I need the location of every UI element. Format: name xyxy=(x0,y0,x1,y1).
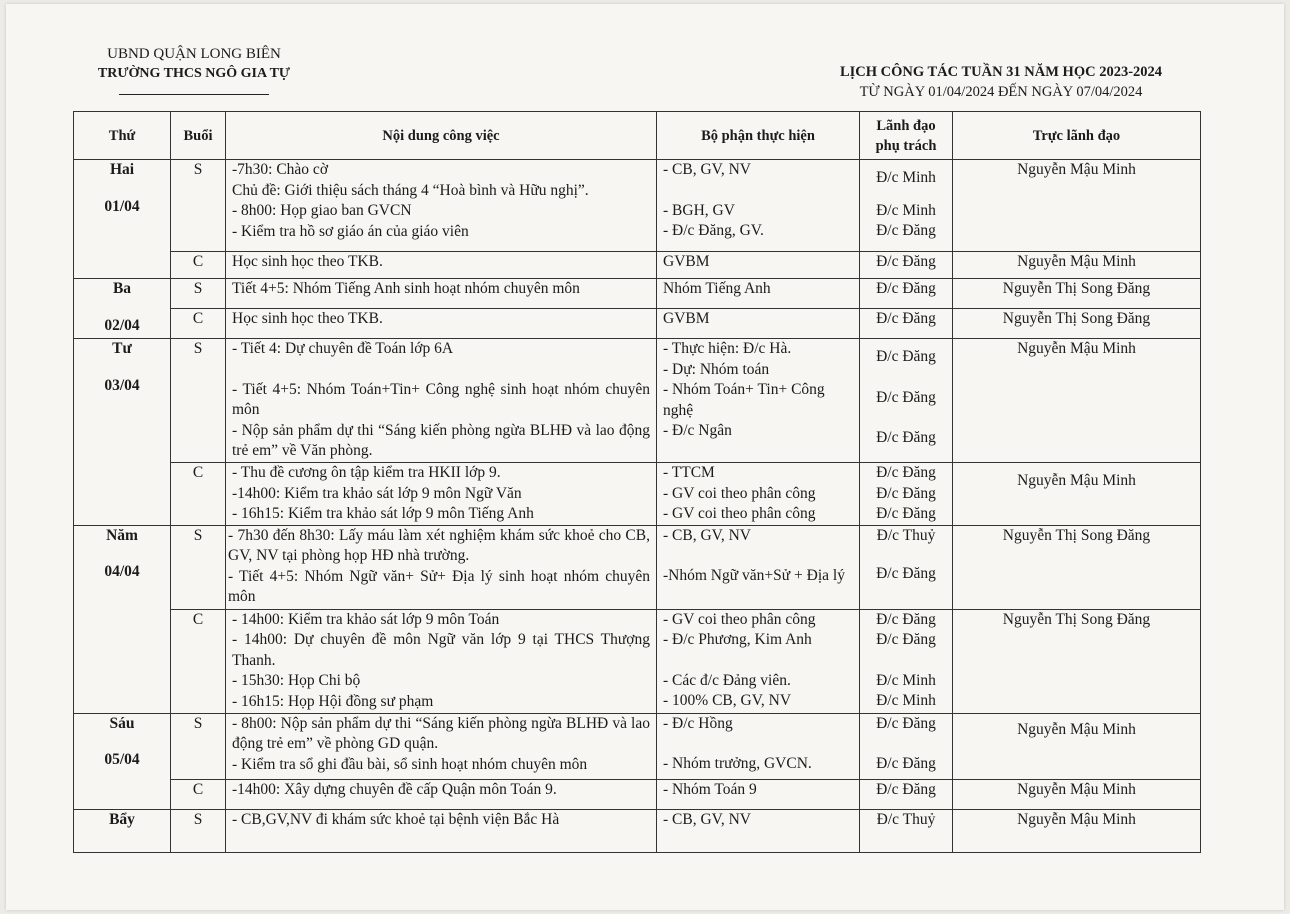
document-date-range: TỪ NGÀY 01/04/2024 ĐẾN NGÀY 07/04/2024 xyxy=(859,84,1143,100)
session-cell: C xyxy=(171,252,226,279)
table-row xyxy=(74,252,1201,279)
day-cell-sau xyxy=(74,713,171,809)
col-header-bo-phan: Bộ phận thực hiện xyxy=(657,112,860,160)
content-line: - 8h00: Họp giao ban GVCN xyxy=(232,202,412,219)
dept-cell xyxy=(657,525,860,609)
document-title: LỊCH CÔNG TÁC TUẦN 31 NĂM HỌC 2023-2024 xyxy=(839,64,1163,80)
dept-line: - Đ/c Phương, Kim Anh xyxy=(663,631,812,648)
day-date: 04/04 xyxy=(104,563,140,580)
day-cell-nam xyxy=(74,525,171,713)
dept-line: -Nhóm Ngữ văn+Sử + Địa lý xyxy=(663,567,845,584)
content-cell xyxy=(226,609,657,713)
duty-cell: Nguyễn Mậu Minh xyxy=(953,339,1201,463)
content-line: - CB,GV,NV đi khám sức khoẻ tại bệnh viện Bắc Hà xyxy=(232,810,560,828)
content-line: - 14h00: Kiểm tra khảo sát lớp 9 môn Toán xyxy=(232,610,500,628)
content-cell xyxy=(226,713,657,779)
day-cell-bay xyxy=(74,809,171,852)
dept-cell xyxy=(657,252,860,279)
content-line: - Kiểm tra hồ sơ giáo án của giáo viên xyxy=(232,222,469,240)
table-row xyxy=(74,279,1201,309)
lead-line: Đ/c Đăng xyxy=(876,429,936,446)
day-date: 05/04 xyxy=(104,751,140,768)
lead-line: Đ/c Minh xyxy=(876,201,936,219)
day-name: Bẩy xyxy=(109,810,135,828)
lead-line: Đ/c Đăng xyxy=(876,222,936,239)
lead-line: Đ/c Đăng xyxy=(876,464,936,481)
day-cell-hai xyxy=(74,160,171,279)
col-header-noi-dung: Nội dung công việc xyxy=(226,112,657,160)
document-title-block xyxy=(796,62,1206,102)
content-line: Học sinh học theo TKB. xyxy=(232,310,383,327)
table-row xyxy=(74,309,1201,339)
content-line: -14h00: Kiểm tra khảo sát lớp 9 môn Ngữ Văn xyxy=(232,484,522,502)
dept-line: - Đ/c Đăng, GV. xyxy=(663,222,764,239)
dept-line: - Thực hiện: Đ/c Hà. xyxy=(663,340,792,357)
table-row xyxy=(74,609,1201,713)
lead-cell xyxy=(860,809,953,852)
day-name: Tư xyxy=(112,340,132,357)
school-name: TRƯỜNG THCS NGÔ GIA TỰ xyxy=(97,66,291,81)
col-header-thu: Thứ xyxy=(74,112,171,160)
lead-line: Đ/c Đăng xyxy=(876,714,936,732)
content-line: - 8h00: Nộp sản phẩm dự thi “Sáng kiến phòng ngừa BLHĐ và lao động trẻ em” về phòng GD quận. xyxy=(232,714,650,752)
table-header-row xyxy=(74,112,1201,160)
content-line: Học sinh học theo TKB. xyxy=(232,253,383,270)
dept-line: - CB, GV, NV xyxy=(663,810,751,828)
dept-line: - Dự: Nhóm toán xyxy=(663,360,770,378)
session-cell: S xyxy=(171,713,226,779)
content-line: - Tiết 4+5: Nhóm Toán+Tin+ Công nghệ sinh hoạt nhóm chuyên môn xyxy=(232,380,650,418)
content-line: -14h00: Xây dựng chuyên đề cấp Quận môn Toán 9. xyxy=(232,780,557,798)
lead-cell xyxy=(860,339,953,463)
dept-line: - BGH, GV xyxy=(663,201,735,219)
col-header-buoi: Buổi xyxy=(171,112,226,160)
content-line: - Kiểm tra sổ ghi đầu bài, sổ sinh hoạt nhóm chuyên môn xyxy=(232,755,588,773)
content-cell xyxy=(226,525,657,609)
dept-cell xyxy=(657,713,860,779)
lead-cell xyxy=(860,463,953,526)
content-line: -7h30: Chào cờ xyxy=(232,161,329,178)
content-line: - Nộp sản phẩm dự thi “Sáng kiến phòng ngừa BLHĐ và lao động trẻ em” về Văn phòng. xyxy=(232,421,650,459)
day-date: 02/04 xyxy=(104,316,140,334)
dept-line: GVBM xyxy=(663,253,710,270)
col-header-lanh-dao xyxy=(860,112,953,160)
lead-line: Đ/c Đăng xyxy=(876,565,936,582)
session-cell: S xyxy=(171,279,226,309)
dept-line: - Các đ/c Đảng viên. xyxy=(663,671,791,689)
dept-cell xyxy=(657,779,860,809)
lead-line: Đ/c Đăng xyxy=(876,348,936,365)
table-row xyxy=(74,160,1201,252)
dept-line: - GV coi theo phân công xyxy=(663,505,816,522)
district-name: UBND QUẬN LONG BIÊN xyxy=(107,46,281,62)
day-cell-tu xyxy=(74,339,171,526)
content-line: - 14h00: Dự chuyên đề môn Ngữ văn lớp 9 tại THCS Thượng Thanh. xyxy=(232,631,650,669)
duty-cell: Nguyễn Mậu Minh xyxy=(953,252,1201,279)
organization-header xyxy=(84,44,304,95)
dept-line: - TTCM xyxy=(663,464,715,481)
dept-line: - Đ/c Hồng xyxy=(663,714,733,732)
content-line: - Tiết 4: Dự chuyên đề Toán lớp 6A xyxy=(232,340,454,357)
dept-line: - GV coi theo phân công xyxy=(663,610,816,628)
col-header-lanh-dao-line1: Lãnh đạo xyxy=(876,117,936,134)
dept-cell xyxy=(657,609,860,713)
duty-cell: Nguyễn Thị Song Đăng xyxy=(953,525,1201,609)
lead-line: Đ/c Đăng xyxy=(876,780,936,798)
dept-line: Nhóm Tiếng Anh xyxy=(663,280,771,297)
table-row xyxy=(74,779,1201,809)
content-cell xyxy=(226,309,657,339)
dept-line: - Nhóm Toán 9 xyxy=(663,780,757,798)
lead-line: Đ/c Minh xyxy=(876,671,936,689)
session-cell: S xyxy=(171,339,226,463)
duty-cell: Nguyễn Mậu Minh xyxy=(953,160,1201,252)
lead-line: Đ/c Đăng xyxy=(876,755,936,772)
content-cell xyxy=(226,809,657,852)
lead-line: Đ/c Minh xyxy=(876,169,936,186)
duty-cell: Nguyễn Thị Song Đăng xyxy=(953,279,1201,309)
session-cell: C xyxy=(171,609,226,713)
lead-line: Đ/c Đăng xyxy=(876,253,936,270)
lead-line: Đ/c Đăng xyxy=(876,484,936,502)
duty-cell: Nguyễn Thị Song Đăng xyxy=(953,609,1201,713)
lead-line: Đ/c Thuỷ xyxy=(876,810,936,828)
session-cell: C xyxy=(171,779,226,809)
session-cell: C xyxy=(171,463,226,526)
session-cell: S xyxy=(171,809,226,852)
lead-line: Đ/c Đăng xyxy=(876,610,936,628)
session-cell: C xyxy=(171,309,226,339)
dept-line: - CB, GV, NV xyxy=(663,526,751,544)
table-row xyxy=(74,525,1201,609)
lead-cell xyxy=(860,309,953,339)
content-cell xyxy=(226,279,657,309)
duty-cell: Nguyễn Mậu Minh xyxy=(953,713,1201,779)
content-cell xyxy=(226,463,657,526)
lead-line: Đ/c Đăng xyxy=(876,280,936,297)
dept-cell xyxy=(657,463,860,526)
duty-cell: Nguyễn Mậu Minh xyxy=(953,463,1201,526)
lead-cell xyxy=(860,252,953,279)
col-header-lanh-dao-line2: phụ trách xyxy=(875,137,937,154)
dept-line: - Nhóm trưởng, GVCN. xyxy=(663,755,812,772)
lead-line: Đ/c Thuỷ xyxy=(876,526,936,544)
day-name: Ba xyxy=(112,280,132,297)
dept-cell xyxy=(657,160,860,252)
day-name: Năm xyxy=(106,526,138,544)
dept-line: - Nhóm Toán+ Tin+ Công nghệ xyxy=(663,381,825,419)
day-name: Hai xyxy=(109,161,135,178)
content-line: - 15h30: Họp Chi bộ xyxy=(232,672,361,689)
duty-cell: Nguyễn Mậu Minh xyxy=(953,809,1201,852)
content-cell xyxy=(226,779,657,809)
header-underline xyxy=(119,94,269,95)
content-line: - Tiết 4+5: Nhóm Ngữ văn+ Sử+ Địa lý sinh hoạt nhóm chuyên môn xyxy=(228,567,650,605)
content-line: - 16h15: Họp Hội đồng sư phạm xyxy=(232,692,434,710)
dept-line: GVBM xyxy=(663,310,710,327)
dept-cell xyxy=(657,339,860,463)
table-row xyxy=(74,339,1201,463)
lead-line: Đ/c Đăng xyxy=(876,388,936,406)
duty-cell: Nguyễn Mậu Minh xyxy=(953,779,1201,809)
content-cell xyxy=(226,160,657,252)
dept-line: - GV coi theo phân công xyxy=(663,484,816,502)
day-date: 03/04 xyxy=(104,376,140,394)
dept-line: - Đ/c Ngân xyxy=(663,422,732,439)
content-line: Tiết 4+5: Nhóm Tiếng Anh sinh hoạt nhóm chuyên môn xyxy=(232,280,580,297)
lead-cell xyxy=(860,713,953,779)
lead-line: Đ/c Đăng xyxy=(876,631,936,648)
table-row xyxy=(74,463,1201,526)
dept-cell xyxy=(657,809,860,852)
dept-line: - 100% CB, GV, NV xyxy=(663,692,792,709)
table-row xyxy=(74,809,1201,852)
session-cell: S xyxy=(171,160,226,252)
day-date: 01/04 xyxy=(104,197,140,215)
lead-line: Đ/c Đăng xyxy=(876,505,936,522)
lead-cell xyxy=(860,525,953,609)
lead-cell xyxy=(860,279,953,309)
dept-cell xyxy=(657,309,860,339)
lead-cell xyxy=(860,609,953,713)
day-name: Sáu xyxy=(109,714,135,732)
lead-cell xyxy=(860,779,953,809)
day-cell-ba xyxy=(74,279,171,339)
lead-cell xyxy=(860,160,953,252)
table-row xyxy=(74,713,1201,779)
content-line: - 16h15: Kiểm tra khảo sát lớp 9 môn Tiếng Anh xyxy=(232,505,534,522)
col-header-truc: Trực lãnh đạo xyxy=(953,112,1201,160)
content-line: Chủ đề: Giới thiệu sách tháng 4 “Hoà bình và Hữu nghị”. xyxy=(232,181,589,199)
content-line: - Thu đề cương ôn tập kiểm tra HKII lớp 9. xyxy=(232,464,501,481)
schedule-table xyxy=(73,111,1201,853)
session-cell: S xyxy=(171,525,226,609)
duty-cell: Nguyễn Thị Song Đăng xyxy=(953,309,1201,339)
content-cell xyxy=(226,252,657,279)
lead-line: Đ/c Minh xyxy=(876,692,936,709)
dept-cell xyxy=(657,279,860,309)
content-line: - 7h30 đến 8h30: Lấy máu làm xét nghiệm khám sức khoẻ cho CB, GV, NV tại phòng họp HĐ nhà trường. xyxy=(228,526,650,564)
lead-line: Đ/c Đăng xyxy=(876,310,936,327)
dept-line: - CB, GV, NV xyxy=(663,161,751,178)
content-cell xyxy=(226,339,657,463)
